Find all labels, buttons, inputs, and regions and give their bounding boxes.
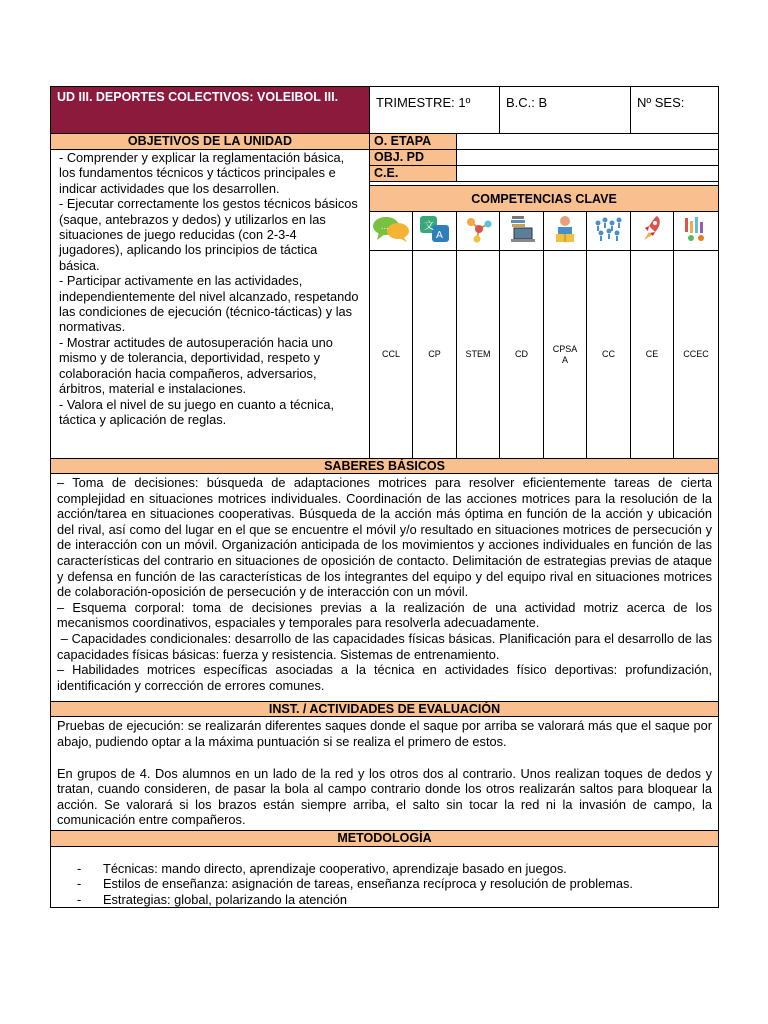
molecule-icon <box>457 212 500 251</box>
etapa-value <box>457 134 719 150</box>
competencias-heading: COMPETENCIAS CLAVE <box>370 186 719 212</box>
objpd-label: OBJ. PD <box>370 150 457 166</box>
saberes-paragraph: – Esquema corporal: toma de decisiones previas a la realización de una actividad motriz acerca de los mecanismos coordinativos, espaciales y temporales para resolverla adecuadamente. <box>57 599 713 631</box>
objetivo-item: - Ejecutar correctamente los gestos técnicos básicos (saque, antebrazos y dedos) y utilizarlos en las situaciones de juego reducidas (con 2-3-4 jugadores), aplicando los principios de táctica básica. <box>59 196 358 273</box>
metodologia-list <box>51 861 718 908</box>
competencia-label: CP <box>413 251 457 459</box>
objpd-value <box>457 150 719 166</box>
saberes-paragraph: – Capacidades condicionales: desarrollo de las capacidades físicas básicas. Planificación para el desarrollo de las capacidades físicas básicas: fuerza y resistencia. Sistemas de entrenamiento. <box>57 630 716 662</box>
bc-cell: B.C.: B <box>500 87 631 134</box>
svg-text:A: A <box>435 229 443 241</box>
art-icon <box>674 212 719 251</box>
evaluacion-body <box>51 717 719 831</box>
ce-value <box>457 166 719 182</box>
people-network-icon <box>587 212 631 251</box>
evaluacion-paragraph: En grupos de 4. Dos alumnos en un lado de la red y los otros dos al contrario. Unos realizan toques de dedos y tratan, cuando consideren, de pasar la bola al campo contrario donde los otros realizarán saltos para bloquear la acción. Se valorará si los brazos están siempre arriba, el salto sin tocar la red ni la invasión de campo, la comunicación entre compañeros. <box>57 765 713 828</box>
ce-label: C.E. <box>370 166 457 182</box>
objetivo-item: - Valora el nivel de su juego en cuanto a técnica, táctica y aplicación de reglas. <box>59 396 335 427</box>
translate-icon <box>413 212 457 251</box>
svg-text:...: ... <box>381 221 389 231</box>
objetivo-item: - Mostrar actitudes de autosuperación hacia uno mismo y de tolerancia, deportividad, respeto y colaboración hacia compañeros, adversarios, árbitros, material e instalaciones. <box>59 334 333 397</box>
competencia-label: STEM <box>457 251 500 459</box>
metodologia-body <box>51 846 719 908</box>
metodologia-item: - Estilos de enseñanza: asignación de tareas, enseñanza recíproca y resolución de problemas. <box>103 876 718 892</box>
saberes-body <box>51 474 719 702</box>
objetivo-item: - Comprender y explicar la reglamentación básica, los fundamentos técnicos y tácticos principales e indicar actividades que los desarrollen. <box>59 150 345 196</box>
metodologia-item: - Estrategias: global, polarizando la atención <box>103 892 718 908</box>
person-book-icon <box>544 212 587 251</box>
evaluacion-paragraph: Pruebas de ejecución: se realizarán diferentes saques donde el saque por arriba se valorará más que el saque por abajo, pudiendo optar a la máxima puntuación si se realiza el primero de estos. <box>57 718 713 749</box>
svg-text:文: 文 <box>423 220 434 232</box>
objetivo-item: - Participar activamente en las actividades, independientemente del nivel alcanzado, respetando las condiciones de ejecución (técnico-tácticas) y las normativas. <box>59 273 359 335</box>
trimestre-cell: TRIMESTRE: 1º <box>370 87 500 134</box>
metodologia-heading: METODOLOGÍA <box>51 830 719 846</box>
rocket-icon <box>631 212 674 251</box>
speech-bubbles-icon <box>370 212 413 251</box>
unit-table <box>50 86 719 908</box>
metodologia-item: - Técnicas: mando directo, aprendizaje cooperativo, aprendizaje basado en juegos. <box>103 861 718 877</box>
competencia-label: CC <box>587 251 631 459</box>
document-page <box>50 86 718 908</box>
etapa-label: O. ETAPA <box>370 134 457 150</box>
competencia-label: CD <box>500 251 544 459</box>
evaluacion-heading: INST. / ACTIVIDADES DE EVALUACIÓN <box>51 702 719 717</box>
saberes-paragraph: – Habilidades motrices específicas asociadas a la técnica en actividades físico deportivas: profundización, identificación y corrección de errores comunes. <box>57 662 713 693</box>
nses-cell: Nº SES: <box>631 87 719 134</box>
laptop-books-icon <box>500 212 544 251</box>
saberes-paragraph: – Toma de decisiones: búsqueda de adaptaciones motrices para resolver eficientemente tareas de cierta complejidad en situaciones motrices individuales. Coordinación de las acciones motrices para la resolución de la acción/tarea en situaciones cooperativas. Búsqueda de la acción más óptima en función de la acción y ubicación del rival, así como del lugar en el que se encuentre el móvil y/o resultado en situaciones motrices de persecución y de interacción con un móvil. Organización anticipada de los movimientos y acciones individuales en función de las características del contrario en situaciones de oposición de contacto. Delimitación de estrategias previas de ataque y defensa en función de las características de los integrantes del equipo y del equipo rival en situaciones motrices de colaboración-oposición de persecución y de interacción con un móvil. <box>57 475 713 600</box>
objetivos-heading: OBJETIVOS DE LA UNIDAD <box>51 134 370 150</box>
competencia-label: CCEC <box>674 251 719 459</box>
unit-title: UD III. DEPORTES COLECTIVOS: VOLEIBOL III. <box>51 87 370 134</box>
competencia-label: CE <box>631 251 674 459</box>
competencia-label: CCL <box>370 251 413 459</box>
competencia-label: CPSA A <box>544 251 587 459</box>
saberes-heading: SABERES BÁSICOS <box>51 459 719 474</box>
objetivos-body <box>51 150 370 459</box>
